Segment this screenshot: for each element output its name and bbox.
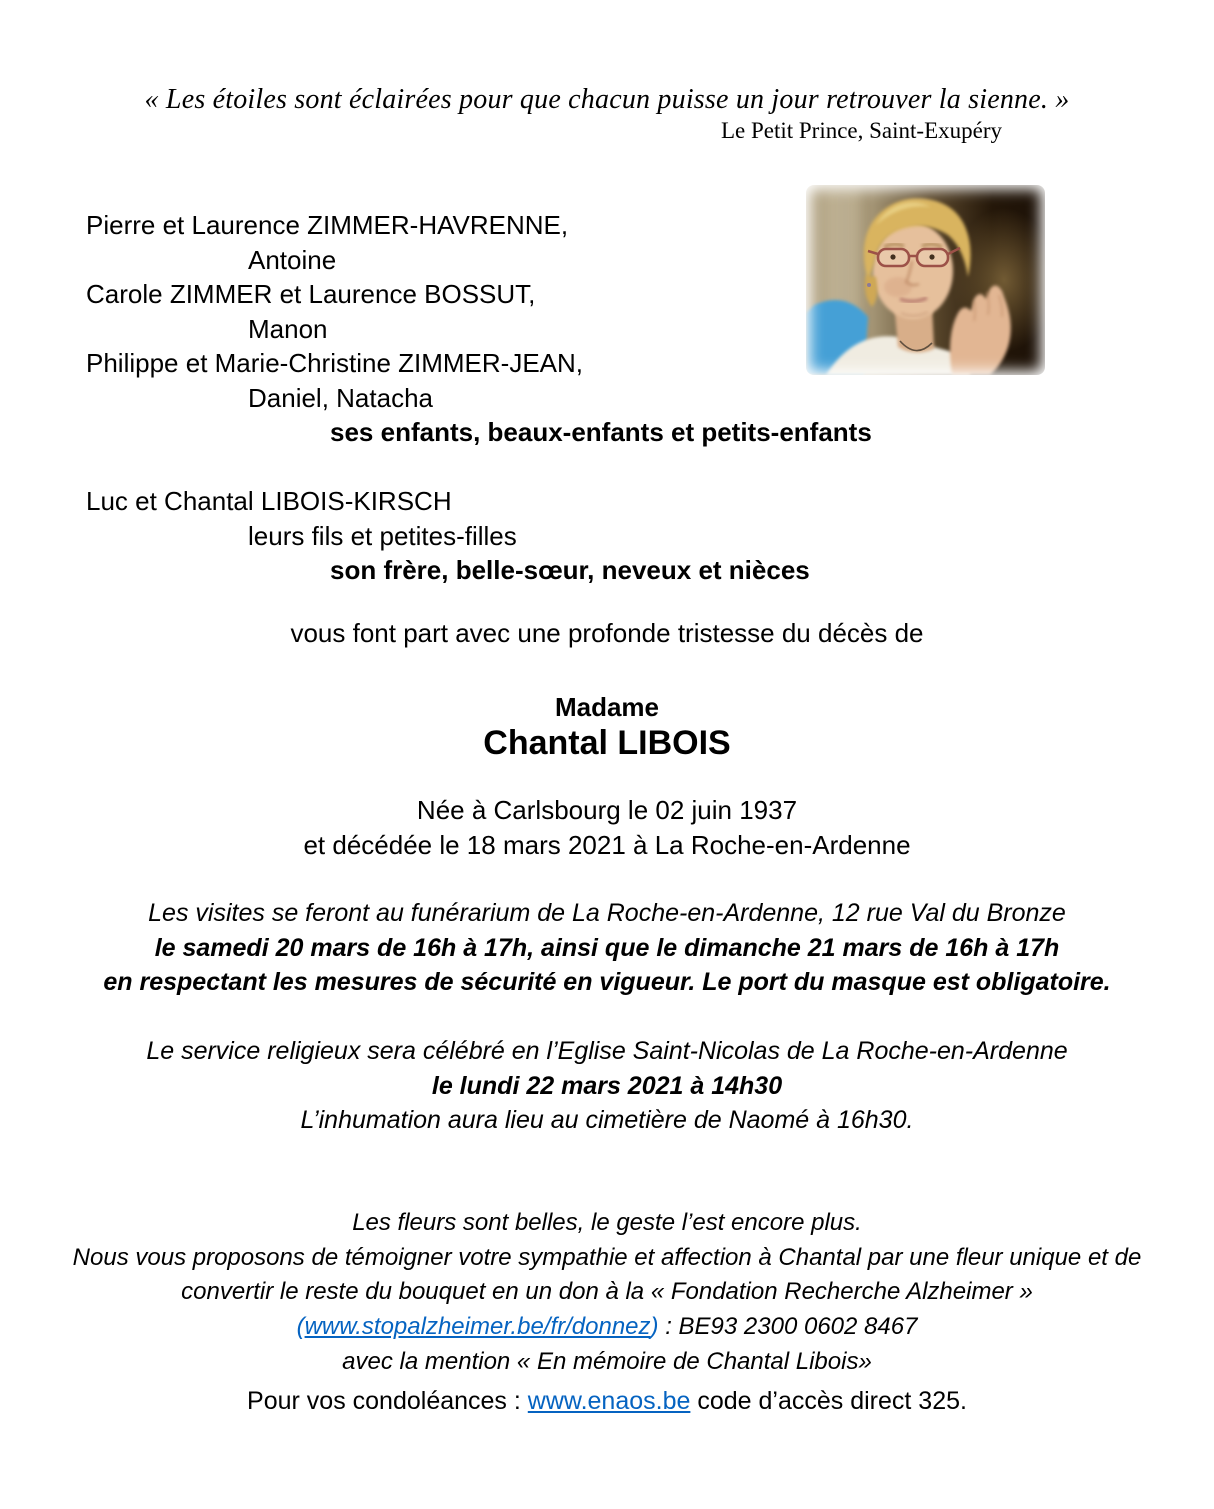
family-line: Carole ZIMMER et Laurence BOSSUT, bbox=[86, 279, 536, 309]
quote-attribution: Le Petit Prince, Saint-Exupéry bbox=[720, 118, 1002, 143]
death-line: et décédée le 18 mars 2021 à La Roche-en-Ardenne bbox=[303, 829, 911, 860]
flowers-mention-line: avec la mention « En mémoire de Chantal Libois» bbox=[342, 1347, 872, 1375]
deceased-name: Chantal LIBOIS bbox=[483, 724, 731, 762]
donation-account-number: : BE93 2300 0602 8467 bbox=[658, 1313, 918, 1341]
service-line-emphasis: le lundi 22 mars 2021 à 14h30 bbox=[431, 1071, 783, 1100]
family-line: Philippe et Marie-Christine ZIMMER-JEAN, bbox=[86, 348, 584, 378]
birth-line: Née à Carlsbourg le 02 juin 1937 bbox=[416, 795, 798, 825]
family-relation-line: son frère, belle-sœur, neveux et nièces bbox=[330, 555, 810, 585]
visits-line-emphasis: le samedi 20 mars de 16h à 17h, ainsi que le dimanche 21 mars de 16h à 17h bbox=[154, 933, 1060, 962]
visits-line-emphasis: en respectant les mesures de sécurité en vigueur. Le port du masque est obligatoire. bbox=[103, 968, 1111, 996]
burial-line: L’inhumation aura lieu au cimetière de Naomé à 16h30. bbox=[300, 1106, 914, 1134]
service-block bbox=[0, 1034, 1214, 1138]
donation-line bbox=[0, 1310, 1214, 1345]
family-line: Manon bbox=[248, 313, 328, 344]
condolences-prefix: Pour vos condoléances : bbox=[247, 1387, 528, 1415]
service-line: Le service religieux sera célébré en l’Eglise Saint-Nicolas de La Roche-en-Ardenne bbox=[146, 1037, 1068, 1065]
family-children-block bbox=[86, 208, 872, 450]
flowers-line: Les fleurs sont belles, le geste l’est encore plus. bbox=[352, 1209, 862, 1236]
family-line: leurs fils et petites-filles bbox=[248, 520, 517, 551]
visits-line: Les visites se feront au funérarium de La Roche-en-Ardenne, 12 rue Val du Bronze bbox=[148, 899, 1066, 927]
enaos-link[interactable]: www.enaos.be bbox=[527, 1387, 691, 1415]
family-line: Antoine bbox=[248, 244, 337, 275]
flowers-block bbox=[0, 1206, 1214, 1380]
condolences-suffix: code d’accès direct 325. bbox=[690, 1387, 967, 1415]
flowers-line: Nous vous proposons de témoigner votre sympathie et affection à Chantal par une fleur unique et de bbox=[72, 1243, 1142, 1271]
birth-death-block bbox=[0, 793, 1214, 862]
announcement-text: vous font part avec une profonde tristesse du décès de bbox=[290, 618, 924, 648]
family-sibling-block bbox=[86, 484, 810, 588]
visits-block bbox=[0, 896, 1214, 1000]
donation-paren-close: ) bbox=[650, 1313, 659, 1341]
opening-quote: « Les étoiles sont éclairées pour que chacun puisse un jour retrouver la sienne. » bbox=[144, 84, 1070, 115]
condolences-line bbox=[0, 1384, 1214, 1419]
family-line: Luc et Chantal LIBOIS-KIRSCH bbox=[86, 486, 452, 516]
family-line: Pierre et Laurence ZIMMER-HAVRENNE, bbox=[86, 210, 569, 240]
family-relation-line: ses enfants, beaux-enfants et petits-enfants bbox=[330, 417, 872, 447]
flowers-line: convertir le reste du bouquet en un don à la « Fondation Recherche Alzheimer » bbox=[181, 1278, 1033, 1306]
family-line: Daniel, Natacha bbox=[248, 382, 433, 413]
deceased-title: Madame bbox=[554, 692, 660, 722]
stopalzheimer-link[interactable]: www.stopalzheimer.be/fr/donnez bbox=[304, 1313, 651, 1341]
donation-paren-open: ( bbox=[296, 1313, 305, 1341]
